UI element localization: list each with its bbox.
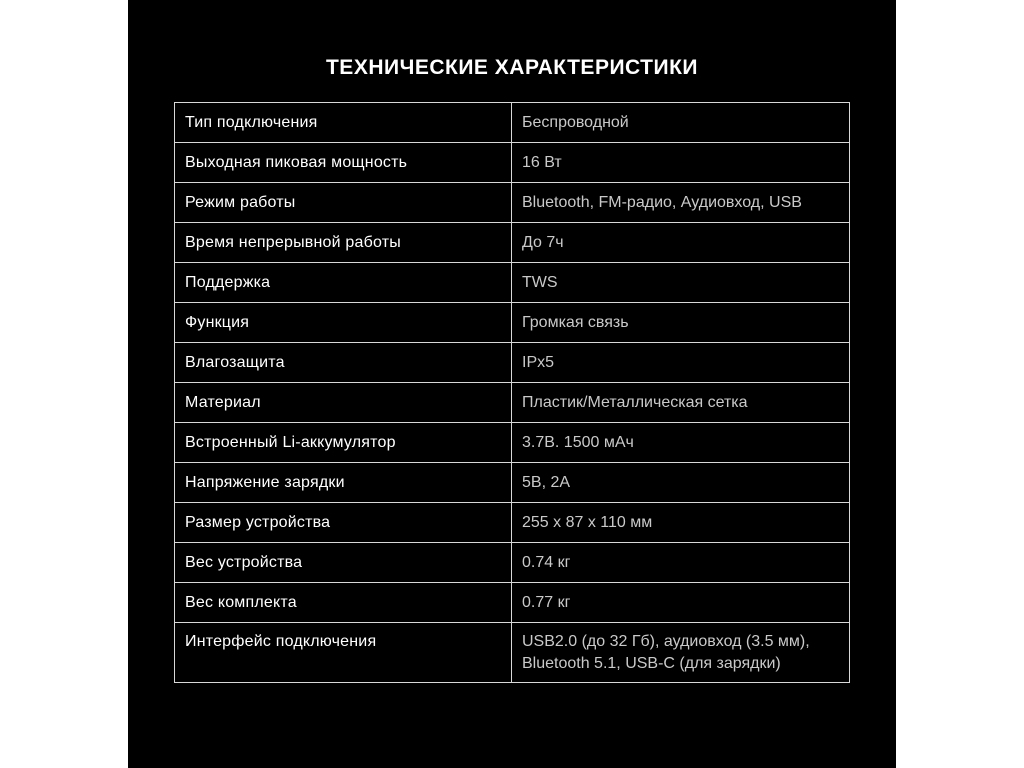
spec-value: Bluetooth, FM-радио, Аудиовход, USB <box>512 183 850 223</box>
spec-value: 3.7В. 1500 мАч <box>512 423 850 463</box>
specs-table <box>174 102 850 683</box>
table-row <box>175 423 850 463</box>
spec-value: До 7ч <box>512 223 850 263</box>
spec-value: Беспроводной <box>512 103 850 143</box>
spec-value: 255 x 87 x 110 мм <box>512 503 850 543</box>
table-row <box>175 543 850 583</box>
spec-label: Тип подключения <box>175 103 512 143</box>
table-row <box>175 583 850 623</box>
spec-label: Вес устройства <box>175 543 512 583</box>
table-row <box>175 103 850 143</box>
spec-panel <box>128 0 896 768</box>
table-row <box>175 183 850 223</box>
spec-label: Поддержка <box>175 263 512 303</box>
spec-label: Встроенный Li-аккумулятор <box>175 423 512 463</box>
spec-value <box>512 623 850 683</box>
spec-value: 5В, 2А <box>512 463 850 503</box>
spec-value: IPx5 <box>512 343 850 383</box>
spec-label: Режим работы <box>175 183 512 223</box>
page-title: ТЕХНИЧЕСКИЕ ХАРАКТЕРИСТИКИ <box>325 56 699 79</box>
spec-label: Влагозащита <box>175 343 512 383</box>
table-row <box>175 383 850 423</box>
spec-label: Функция <box>175 303 512 343</box>
table-row <box>175 223 850 263</box>
spec-label: Время непрерывной работы <box>175 223 512 263</box>
spec-label: Интерфейс подключения <box>175 623 512 683</box>
spec-label: Размер устройства <box>175 503 512 543</box>
spec-label: Выходная пиковая мощность <box>175 143 512 183</box>
spec-value: 0.77 кг <box>512 583 850 623</box>
table-row <box>175 463 850 503</box>
table-row <box>175 263 850 303</box>
spec-value: 16 Вт <box>512 143 850 183</box>
table-row <box>175 143 850 183</box>
spec-label: Вес комплекта <box>175 583 512 623</box>
spec-label: Напряжение зарядки <box>175 463 512 503</box>
table-row <box>175 503 850 543</box>
spec-value: Громкая связь <box>512 303 850 343</box>
spec-value: Пластик/Металлическая сетка <box>512 383 850 423</box>
table-row <box>175 303 850 343</box>
spec-label: Материал <box>175 383 512 423</box>
spec-value-line: Bluetooth 5.1, USB-C (для зарядки) <box>522 654 781 672</box>
spec-value: TWS <box>512 263 850 303</box>
spec-value: 0.74 кг <box>512 543 850 583</box>
table-row <box>175 343 850 383</box>
spec-value-line: USB2.0 (до 32 Гб), аудиовход (3.5 мм), <box>522 632 810 650</box>
table-row <box>175 623 850 683</box>
